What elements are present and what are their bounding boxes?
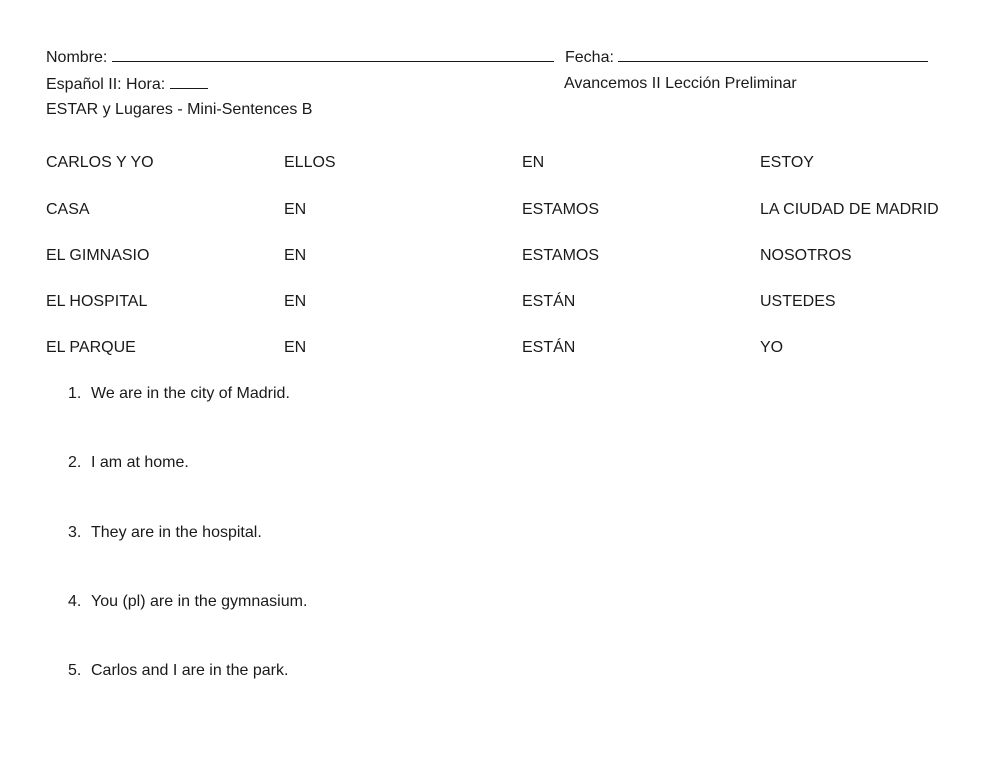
word-bank-cell: EN xyxy=(284,293,307,310)
sentence-item xyxy=(68,592,307,612)
sentence-number: 4. xyxy=(68,593,82,610)
word-bank-cell: ESTÁN xyxy=(522,339,576,356)
fecha-blank-line[interactable] xyxy=(618,47,928,62)
word-bank-cell: CARLOS Y YO xyxy=(46,154,154,171)
word-bank-cell: EL PARQUE xyxy=(46,339,136,356)
nombre-label: Nombre: xyxy=(46,49,108,66)
sentence-item xyxy=(68,661,288,681)
sentence-text: We are in the city of Madrid. xyxy=(91,385,290,402)
sentence-text: Carlos and I are in the park. xyxy=(91,662,289,679)
word-bank-cell: EL GIMNASIO xyxy=(46,247,150,264)
fecha-label: Fecha: xyxy=(565,49,614,66)
worksheet-title: ESTAR y Lugares - Mini-Sentences B xyxy=(46,101,313,118)
sentence-text: You (pl) are in the gymnasium. xyxy=(91,593,308,610)
word-bank-cell: LA CIUDAD DE MADRID xyxy=(760,201,939,218)
sentence-text: They are in the hospital. xyxy=(91,524,262,541)
word-bank-cell: ESTAMOS xyxy=(522,247,600,264)
sentence-item xyxy=(68,453,189,473)
word-bank-cell: USTEDES xyxy=(760,293,836,310)
sentence-number: 5. xyxy=(68,662,82,679)
word-bank-cell: ELLOS xyxy=(284,154,336,171)
word-bank-cell: EL HOSPITAL xyxy=(46,293,148,310)
word-bank-cell: YO xyxy=(760,339,784,356)
word-bank-cell: ESTAMOS xyxy=(522,201,600,218)
sentence-item xyxy=(68,384,290,404)
word-bank-cell: EN xyxy=(284,201,307,218)
hora-blank-line[interactable] xyxy=(170,74,208,89)
word-bank-cell: EN xyxy=(284,339,307,356)
book-reference: Avancemos II Lección Preliminar xyxy=(564,75,797,92)
sentence-number: 3. xyxy=(68,524,82,541)
sentence-text: I am at home. xyxy=(91,454,189,471)
nombre-field[interactable] xyxy=(46,47,554,68)
word-bank-cell: ESTOY xyxy=(760,154,814,171)
word-bank-cell: CASA xyxy=(46,201,90,218)
sentence-number: 1. xyxy=(68,385,82,402)
word-bank-cell: NOSOTROS xyxy=(760,247,852,264)
fecha-field[interactable] xyxy=(565,47,928,68)
sentence-number: 2. xyxy=(68,454,82,471)
word-bank-cell: EN xyxy=(522,154,545,171)
hora-label: Español II: Hora: xyxy=(46,76,166,93)
hora-field[interactable] xyxy=(46,74,208,95)
nombre-blank-line[interactable] xyxy=(112,47,554,62)
word-bank-cell: EN xyxy=(284,247,307,264)
sentence-item xyxy=(68,523,262,543)
word-bank-cell: ESTÁN xyxy=(522,293,576,310)
